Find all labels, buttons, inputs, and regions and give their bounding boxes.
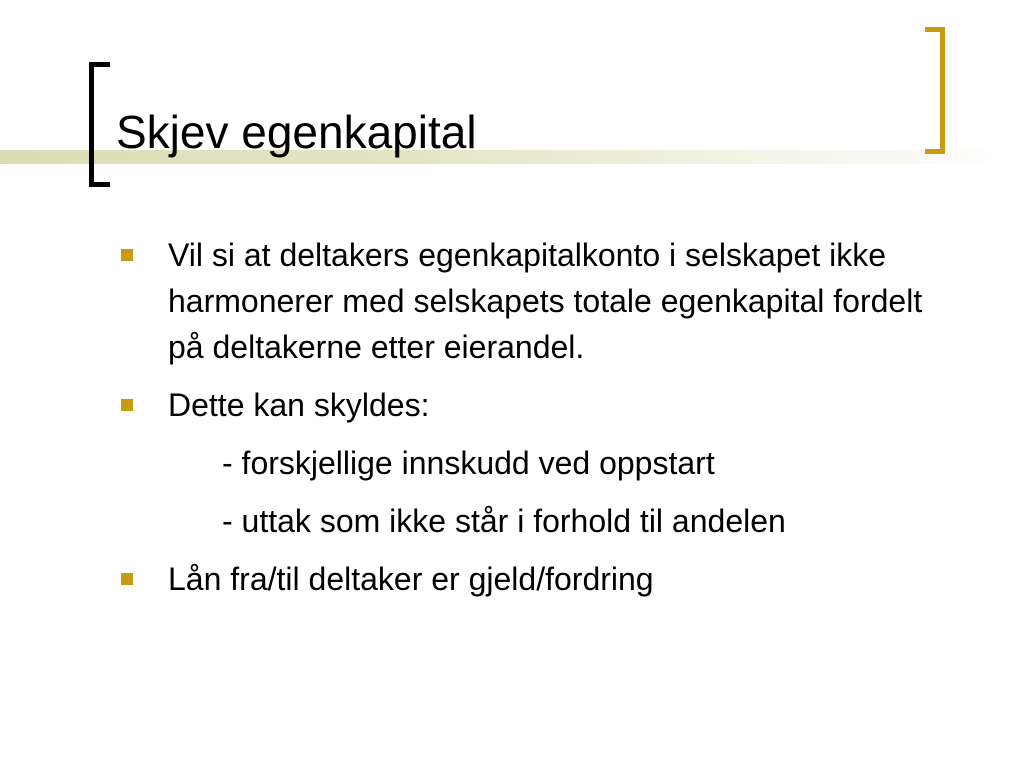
bullet-item [118,382,958,428]
left-bracket-decoration [89,62,110,187]
bullet-text: Dette kan skyldes: [168,387,430,423]
square-bullet-icon [121,573,133,585]
square-bullet-icon [121,399,133,411]
bullet-text: Lån fra/til deltaker er gjeld/fordring [168,561,654,597]
sub-item: - forskjellige innskudd ved oppstart [222,445,715,481]
bullet-item [118,232,958,370]
slide-title: Skjev egenkapital [116,106,477,158]
sub-item: - uttak som ikke står i forhold til andelen [222,503,786,539]
square-bullet-icon [121,249,133,261]
right-bracket-decoration [925,27,945,154]
bullet-text: Vil si at deltakers egenkapitalkonto i selskapet ikke harmonerer med selskapets totale egenkapital fordelt på deltakerne etter eierandel. [168,237,923,365]
slide-content [118,232,958,614]
bullet-item [118,556,958,602]
